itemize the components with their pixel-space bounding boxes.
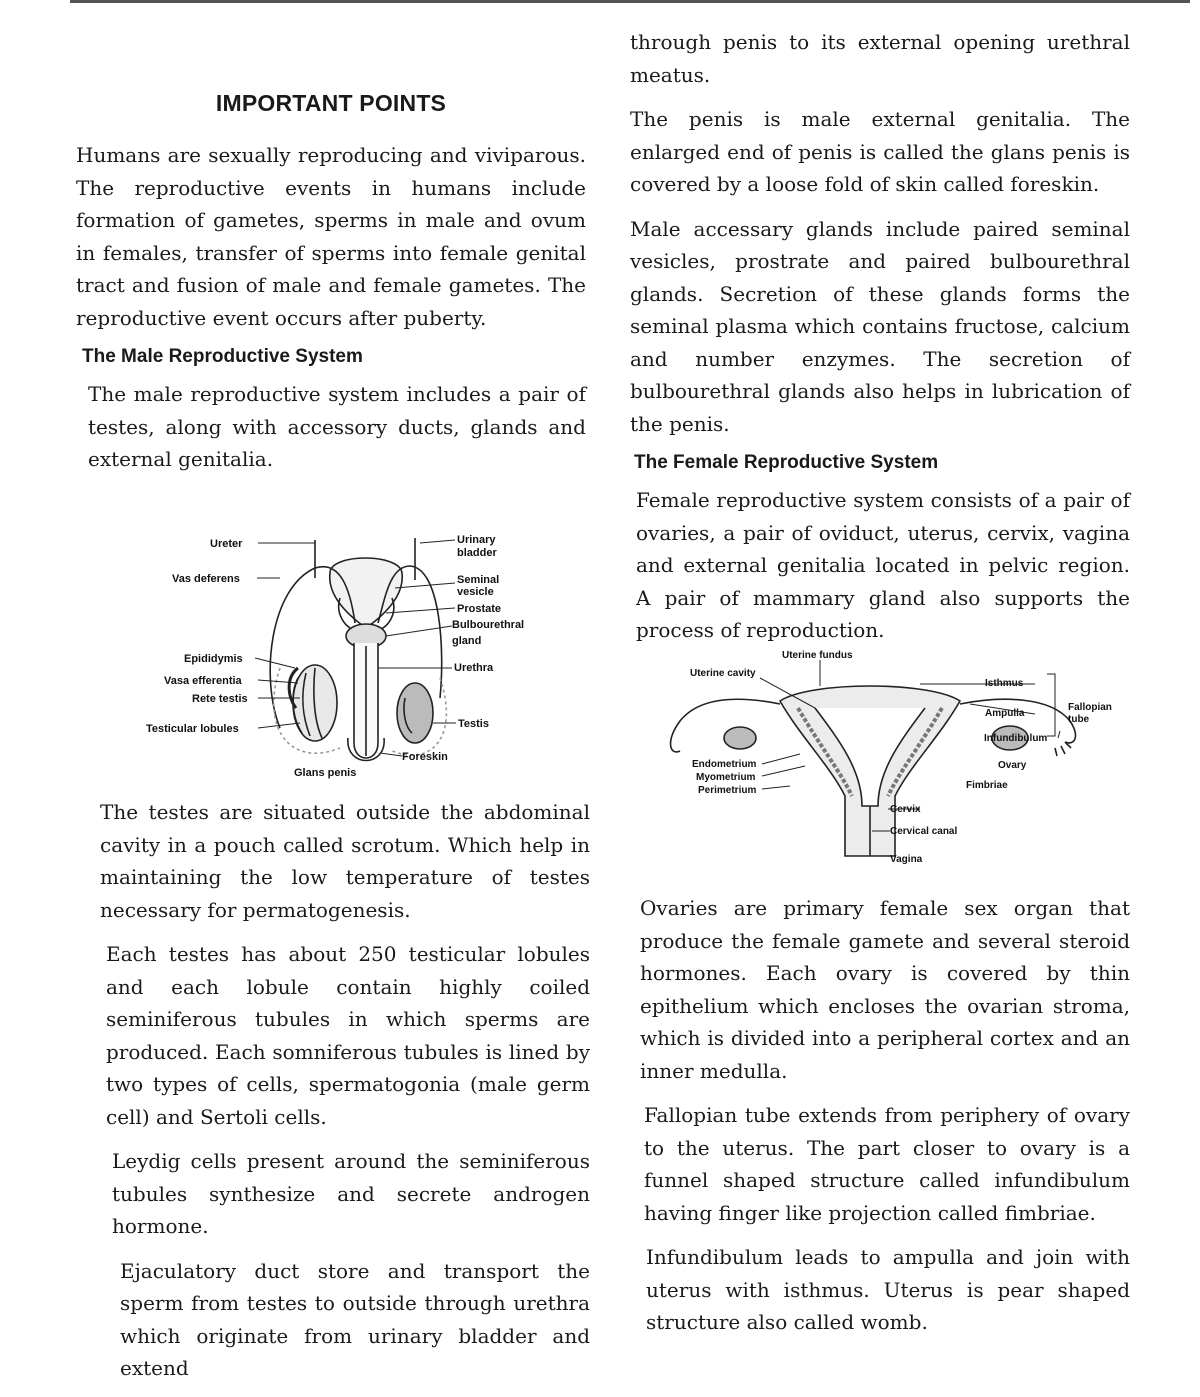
- label-bulbourethral: Bulbourethral: [452, 619, 525, 631]
- label-uterine-cavity: Uterine cavity: [690, 668, 756, 679]
- leader-myometrium: [762, 766, 805, 776]
- female-reproductive-diagram: [640, 646, 1130, 872]
- leader-bulbourethral: [386, 626, 452, 636]
- label-vas-deferens: Vas deferens: [172, 573, 240, 585]
- penis-paragraph: The penis is male external genitalia. The enlarged end of penis is called the glans penis is covered by a loose fold of skin called foreskin.: [630, 107, 1130, 196]
- label-gland: gland: [452, 635, 482, 647]
- label-tube: tube: [1068, 714, 1090, 725]
- label-vagina: Vagina: [890, 854, 923, 865]
- label-uterine-fundus: Uterine fundus: [782, 650, 853, 661]
- leader-prostate: [386, 608, 455, 613]
- label-endometrium: Endometrium: [692, 759, 757, 770]
- female-system-heading: The Female Reproductive System: [634, 452, 939, 473]
- top-rule: [70, 0, 1190, 3]
- intro-paragraph: Humans are sexually reproducing and viviparous. The reproductive events in humans include formation of gametes, sperms in male and ovum in females, transfer of sperms into female genital tract and fusion of male and female gametes. The reproductive event occurs after puberty.: [76, 143, 586, 330]
- page-title: IMPORTANT POINTS: [215, 90, 447, 116]
- label-cervical-canal: Cervical canal: [890, 826, 958, 837]
- male-reproductive-diagram: [140, 528, 560, 788]
- label-testicular-lobules: Testicular lobules: [146, 723, 239, 735]
- fallopian-tube-left: [671, 699, 780, 752]
- label-cervix: Cervix: [890, 804, 921, 815]
- label-isthmus: Isthmus: [985, 678, 1024, 689]
- label-vasa-efferentia: Vasa efferentia: [164, 675, 242, 687]
- left-lower-text: [100, 796, 590, 1397]
- label-urinary: Urinary: [457, 534, 496, 546]
- ovary-left-shape: [724, 727, 756, 749]
- testes-paragraph: The testes are situated outside the abdominal cavity in a pouch called scrotum. Which help in maintaining the low temperature of testes necessary for permatogenesis.: [100, 800, 590, 922]
- leader-vasa-efferentia: [258, 680, 298, 683]
- ovaries-paragraph: Ovaries are primary female sex organ that produce the female gamete and several steroid hormones. Each ovary is covered by thin epithelium which encloses the ovarian stroma, which is divided into a peripheral cortex and an inner medulla.: [640, 896, 1130, 1083]
- label-prostate: Prostate: [457, 603, 502, 615]
- leader-epididymis: [255, 658, 295, 668]
- leader-perimetrium: [762, 786, 790, 789]
- label-myometrium: Myometrium: [696, 772, 756, 783]
- label-urethra: Urethra: [454, 662, 494, 674]
- right-lower-text: [640, 892, 1130, 1351]
- leydig-paragraph: Leydig cells present around the seminiferous tubules synthesize and secrete androgen hormone.: [112, 1149, 590, 1238]
- lobules-paragraph: Each testes has about 250 testicular lobules and each lobule contain highly coiled seminiferous tubules in which sperms are produced. Each somniferous tubules is lined by two types of cells, spermatogonia (male germ cell) and Sertoli cells.: [106, 942, 590, 1129]
- label-fallopian: Fallopian: [1068, 702, 1112, 713]
- testis-right-shape: [397, 683, 433, 743]
- label-perimetrium: Perimetrium: [698, 785, 757, 796]
- label-ampulla: Ampulla: [985, 708, 1025, 719]
- label-foreskin: Foreskin: [402, 751, 448, 763]
- label-rete-testis: Rete testis: [192, 693, 248, 705]
- fallopian-paragraph: Fallopian tube extends from periphery of ovary to the uterus. The part closer to ovary is a funnel shaped structure called infundibulum having finger like projection called fimbriae.: [644, 1103, 1130, 1225]
- ejaculatory-paragraph: Ejaculatory duct store and transport the sperm from testes to outside through urethra which originate from urinary bladder and extend: [120, 1258, 590, 1380]
- glands-paragraph: Male accessary glands include paired seminal vesicles, prostrate and paired bulbourethral glands. Secretion of these glands forms the seminal plasma which contains fructose, calcium and number enzymes. The secretion of bulbourethral glands also helps in lubrication of the penis.: [630, 216, 1130, 436]
- label-fimbriae: Fimbriae: [966, 780, 1008, 791]
- leader-infundibulum: [1058, 731, 1060, 738]
- label-testis: Testis: [458, 718, 489, 730]
- female-intro-paragraph: Female reproductive system consists of a pair of ovaries, a pair of oviduct, uterus, cervix, vagina and external genitalia located in pelvic region. A pair of mammary gland also supports the process of reproduction.: [636, 488, 1130, 642]
- male-system-heading: The Male Reproductive System: [82, 346, 363, 367]
- leader-urinary-bladder: [420, 540, 455, 543]
- leader-endometrium: [762, 754, 800, 764]
- left-column: [76, 90, 586, 488]
- label-ureter: Ureter: [210, 538, 243, 550]
- label-seminal: Seminal: [457, 574, 500, 586]
- leader-seminal-vesicle: [395, 583, 455, 588]
- label-bladder: bladder: [457, 547, 497, 559]
- infundibulum-paragraph: Infundibulum leads to ampulla and join with uterus with isthmus. Uterus is pear shaped structure also called womb.: [646, 1245, 1130, 1334]
- right-column: [630, 26, 1130, 659]
- label-epididymis: Epididymis: [184, 653, 243, 665]
- male-intro-paragraph: The male reproductive system includes a pair of testes, along with accessory ducts, glands and external genitalia.: [88, 382, 586, 471]
- label-vesicle: vesicle: [457, 586, 494, 598]
- label-ovary: Ovary: [998, 760, 1027, 771]
- fimbriae-lines: [1055, 742, 1071, 756]
- label-glans-penis: Glans penis: [294, 767, 357, 779]
- continuation-paragraph: through penis to its external opening urethral meatus.: [630, 30, 1130, 87]
- fallopian-bracket: [1047, 674, 1055, 736]
- label-infundibulum: Infundibulum: [984, 733, 1048, 744]
